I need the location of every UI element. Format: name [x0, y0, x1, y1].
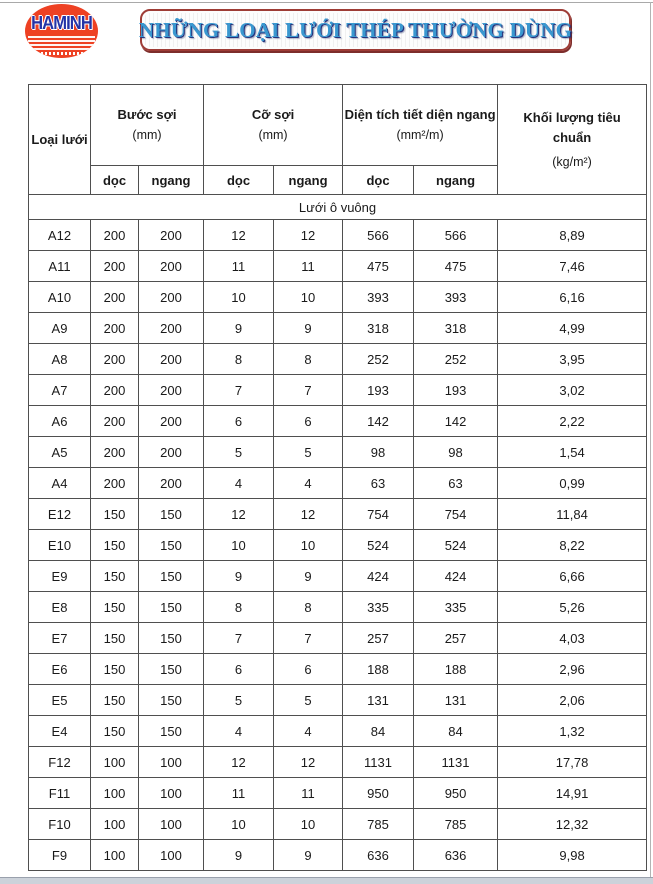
table-cell: 8 [204, 344, 274, 375]
table-row [29, 282, 647, 313]
table-cell: 2,22 [498, 406, 647, 437]
table-cell: 950 [414, 778, 498, 809]
table-cell: E7 [29, 623, 91, 654]
table-cell: F11 [29, 778, 91, 809]
table-cell: 150 [139, 592, 204, 623]
table-cell: 200 [139, 313, 204, 344]
table-cell: 8,22 [498, 530, 647, 561]
table-cell: 6 [274, 406, 343, 437]
table-cell: 10 [204, 282, 274, 313]
table-cell: 10 [274, 809, 343, 840]
table-cell: 11 [204, 778, 274, 809]
table-cell: 4 [204, 716, 274, 747]
table-cell: 524 [343, 530, 414, 561]
table-cell: 1131 [414, 747, 498, 778]
table-cell: 200 [139, 344, 204, 375]
table-cell: 9 [204, 840, 274, 871]
table-cell: 150 [91, 499, 139, 530]
table-cell: 200 [91, 313, 139, 344]
table-cell: 252 [414, 344, 498, 375]
table-cell: 7 [204, 623, 274, 654]
table-cell: 475 [414, 251, 498, 282]
table-cell: 11 [204, 251, 274, 282]
table-cell: 200 [91, 282, 139, 313]
subheader-doc: dọc [343, 166, 414, 195]
subheader-ngang: ngang [274, 166, 343, 195]
table-cell: A12 [29, 220, 91, 251]
table-cell: 150 [91, 654, 139, 685]
table-cell: 131 [414, 685, 498, 716]
logo-dotted-stripe [33, 52, 90, 55]
logo-stripe [28, 36, 95, 38]
table-cell: 12 [204, 747, 274, 778]
table-cell: E6 [29, 654, 91, 685]
table-cell: 6,16 [498, 282, 647, 313]
table-cell: 7 [274, 375, 343, 406]
table-cell: 6,66 [498, 561, 647, 592]
table-cell: 150 [139, 716, 204, 747]
khoi-luong-unit: (kg/m²) [552, 154, 592, 169]
table-row [29, 747, 647, 778]
table-row [29, 809, 647, 840]
table-cell: 200 [139, 406, 204, 437]
table-cell: 150 [91, 530, 139, 561]
table-cell: 3,95 [498, 344, 647, 375]
table-row [29, 840, 647, 871]
table-cell: 9 [274, 313, 343, 344]
table-cell: 318 [343, 313, 414, 344]
table-cell: 200 [139, 437, 204, 468]
table-cell: 257 [414, 623, 498, 654]
table-cell: 6 [204, 654, 274, 685]
table-cell: 950 [343, 778, 414, 809]
table-row [29, 592, 647, 623]
table-cell: 200 [91, 468, 139, 499]
table-row [29, 623, 647, 654]
table-cell: E10 [29, 530, 91, 561]
table-cell: 100 [139, 747, 204, 778]
table-cell: 200 [139, 375, 204, 406]
section-label: Lưới ô vuông [29, 195, 647, 220]
table-cell: 84 [343, 716, 414, 747]
table-cell: 566 [414, 220, 498, 251]
table-cell: 17,78 [498, 747, 647, 778]
table-cell: 200 [91, 406, 139, 437]
table-row [29, 561, 647, 592]
table-cell: 5 [204, 437, 274, 468]
table-cell: 5 [204, 685, 274, 716]
table-cell: 150 [91, 592, 139, 623]
table-cell: F12 [29, 747, 91, 778]
table-cell: 142 [343, 406, 414, 437]
mesh-table [28, 84, 647, 871]
table-cell: 257 [343, 623, 414, 654]
table-cell: 335 [343, 592, 414, 623]
dien-tich-label: Diện tích tiết diện ngang [344, 107, 496, 122]
table-cell: 10 [204, 530, 274, 561]
table-cell: 785 [414, 809, 498, 840]
table-cell: 150 [91, 685, 139, 716]
table-cell: 8 [274, 592, 343, 623]
table-cell: 9,98 [498, 840, 647, 871]
table-cell: A6 [29, 406, 91, 437]
table-row [29, 406, 647, 437]
table-cell: 335 [414, 592, 498, 623]
table-row [29, 778, 647, 809]
page-bottom-band [0, 877, 653, 884]
table-row [29, 530, 647, 561]
table-cell: 150 [91, 561, 139, 592]
table-cell: 424 [343, 561, 414, 592]
table-cell: 6 [204, 406, 274, 437]
table-cell: 100 [139, 809, 204, 840]
col-header-dien-tich [343, 85, 498, 166]
table-row [29, 654, 647, 685]
table-cell: 5,26 [498, 592, 647, 623]
table-body [29, 195, 647, 871]
table-row [29, 251, 647, 282]
table-cell: 10 [274, 282, 343, 313]
table-row [29, 344, 647, 375]
page-right-rule [650, 2, 651, 884]
table-cell: 100 [91, 840, 139, 871]
dien-tich-unit: (mm²/m) [396, 128, 444, 142]
table-cell: 12 [204, 220, 274, 251]
table-cell: 200 [139, 220, 204, 251]
table-cell: 12 [274, 747, 343, 778]
table-cell: 8 [204, 592, 274, 623]
page-title: NHỮNG LOẠI LƯỚI THÉP THƯỜNG DÙNG [138, 17, 573, 42]
table-cell: 393 [414, 282, 498, 313]
table-row [29, 220, 647, 251]
col-header-buoc-soi [91, 85, 204, 166]
title-banner [140, 9, 571, 51]
table-cell: 318 [414, 313, 498, 344]
table-cell: 11 [274, 251, 343, 282]
table-cell: 475 [343, 251, 414, 282]
logo-stripe [28, 44, 95, 46]
table-cell: 150 [139, 561, 204, 592]
table-cell: 100 [139, 840, 204, 871]
table-cell: 150 [139, 685, 204, 716]
buoc-soi-label: Bước sợi [117, 107, 177, 122]
table-cell: F10 [29, 809, 91, 840]
table-cell: 5 [274, 437, 343, 468]
table-cell: E4 [29, 716, 91, 747]
logo-text: HAMINH [31, 13, 92, 33]
table-cell: 0,99 [498, 468, 647, 499]
table-cell: 200 [91, 437, 139, 468]
table-cell: A8 [29, 344, 91, 375]
table-cell: 424 [414, 561, 498, 592]
table-cell: 2,06 [498, 685, 647, 716]
subheader-ngang: ngang [414, 166, 498, 195]
table-cell: 10 [204, 809, 274, 840]
table-cell: 84 [414, 716, 498, 747]
table-cell: 200 [139, 468, 204, 499]
table-cell: 14,91 [498, 778, 647, 809]
table-cell: E9 [29, 561, 91, 592]
table-cell: 12 [274, 220, 343, 251]
col-header-co-soi [204, 85, 343, 166]
subheader-ngang: ngang [139, 166, 204, 195]
table-cell: 754 [414, 499, 498, 530]
table-row [29, 716, 647, 747]
table-cell: 1,32 [498, 716, 647, 747]
table-cell: A5 [29, 437, 91, 468]
table-cell: 524 [414, 530, 498, 561]
table-cell: A9 [29, 313, 91, 344]
table-cell: 566 [343, 220, 414, 251]
table-cell: 150 [139, 530, 204, 561]
table-cell: A10 [29, 282, 91, 313]
table-cell: 3,02 [498, 375, 647, 406]
table-cell: 200 [139, 251, 204, 282]
table-cell: 100 [91, 778, 139, 809]
table-cell: 150 [91, 716, 139, 747]
table-cell: 188 [343, 654, 414, 685]
col-header-khoi-luong [498, 85, 647, 195]
co-soi-label: Cỡ sợi [251, 107, 295, 122]
table-cell: 5 [274, 685, 343, 716]
table-cell: 131 [343, 685, 414, 716]
co-soi-unit: (mm) [258, 128, 288, 142]
table-cell: 193 [343, 375, 414, 406]
table-cell: 150 [139, 623, 204, 654]
table-row [29, 468, 647, 499]
logo-stripe [28, 40, 95, 42]
haminh-logo [25, 4, 98, 58]
table-cell: 4,99 [498, 313, 647, 344]
table-cell: 63 [414, 468, 498, 499]
table-cell: 200 [91, 344, 139, 375]
table-cell: 9 [204, 561, 274, 592]
table-cell: E12 [29, 499, 91, 530]
table-cell: 188 [414, 654, 498, 685]
table-cell: 100 [91, 747, 139, 778]
header-row-main [29, 85, 647, 166]
table-cell: 785 [343, 809, 414, 840]
table-cell: 636 [414, 840, 498, 871]
table-cell: 150 [139, 654, 204, 685]
subheader-doc: dọc [91, 166, 139, 195]
table-cell: 11 [274, 778, 343, 809]
table-cell: 4,03 [498, 623, 647, 654]
table-cell: 7,46 [498, 251, 647, 282]
table-cell: 4 [204, 468, 274, 499]
table-cell: 98 [414, 437, 498, 468]
subheader-doc: dọc [204, 166, 274, 195]
table-row [29, 437, 647, 468]
table-cell: A4 [29, 468, 91, 499]
khoi-luong-label: Khối lượng tiêu chuẩn [523, 109, 621, 145]
table-cell: 636 [343, 840, 414, 871]
table-cell: 7 [204, 375, 274, 406]
table-cell: 4 [274, 716, 343, 747]
table-cell: 252 [343, 344, 414, 375]
table-cell: 1,54 [498, 437, 647, 468]
table-cell: 10 [274, 530, 343, 561]
table-cell: 200 [91, 251, 139, 282]
section-row [29, 195, 647, 220]
table-cell: 150 [139, 499, 204, 530]
logo-stripe [28, 48, 95, 50]
table-cell: 4 [274, 468, 343, 499]
table-cell: 9 [274, 561, 343, 592]
buoc-soi-unit: (mm) [132, 128, 162, 142]
table-cell: 2,96 [498, 654, 647, 685]
table-cell: A7 [29, 375, 91, 406]
table-cell: 200 [91, 375, 139, 406]
table-row [29, 685, 647, 716]
table-cell: A11 [29, 251, 91, 282]
table-cell: 12 [204, 499, 274, 530]
table-cell: 8 [274, 344, 343, 375]
table-cell: 6 [274, 654, 343, 685]
table-cell: 193 [414, 375, 498, 406]
table-cell: 100 [91, 809, 139, 840]
table-cell: 200 [91, 220, 139, 251]
table-cell: F9 [29, 840, 91, 871]
table-cell: 8,89 [498, 220, 647, 251]
table-cell: E8 [29, 592, 91, 623]
table-cell: 7 [274, 623, 343, 654]
table-cell: 11,84 [498, 499, 647, 530]
table-row [29, 375, 647, 406]
col-header-loai-luoi: Loại lưới [29, 85, 91, 195]
table-cell: 12,32 [498, 809, 647, 840]
table-cell: 150 [91, 623, 139, 654]
table-cell: E5 [29, 685, 91, 716]
table-row [29, 313, 647, 344]
table-cell: 200 [139, 282, 204, 313]
table-row [29, 499, 647, 530]
table-cell: 12 [274, 499, 343, 530]
table-cell: 1131 [343, 747, 414, 778]
table-cell: 9 [204, 313, 274, 344]
table-cell: 98 [343, 437, 414, 468]
table-cell: 100 [139, 778, 204, 809]
table-cell: 9 [274, 840, 343, 871]
page-top-rule [0, 2, 653, 3]
table-cell: 142 [414, 406, 498, 437]
table-cell: 754 [343, 499, 414, 530]
table-cell: 393 [343, 282, 414, 313]
table-cell: 63 [343, 468, 414, 499]
